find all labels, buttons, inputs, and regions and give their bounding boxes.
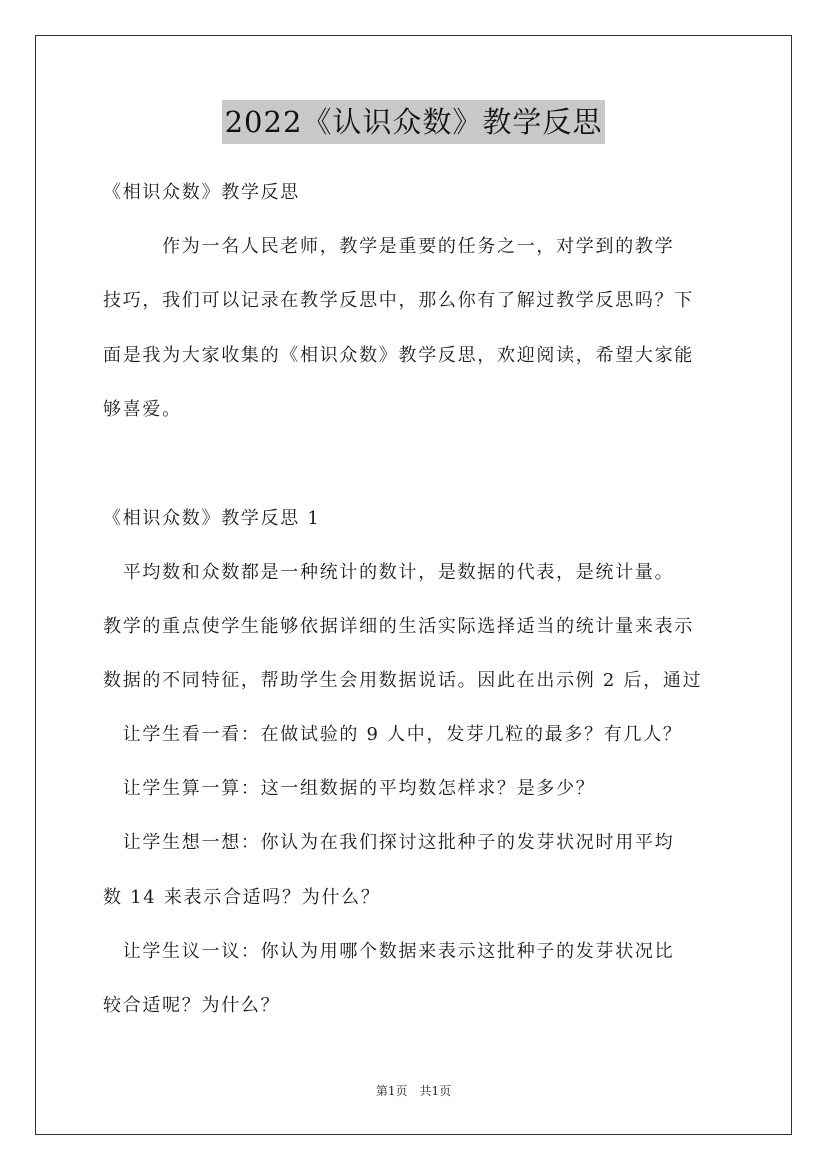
paragraph-line: 数据的不同特征，帮助学生会用数据说话。因此在出示例 2 后，通过 <box>103 670 703 691</box>
paragraph-line: 较合适呢？为什么？ <box>103 995 281 1016</box>
paragraph-line: 让学生想一想：你认为在我们探讨这批种子的发芽状况时用平均 <box>103 832 675 853</box>
paragraph-line: 教学的重点使学生能够依据详细的生活实际选择适当的统计量来表示 <box>103 616 694 637</box>
page-footer: 第1页 共1页 <box>375 1084 452 1098</box>
section-heading-1: 《相识众数》教学反思 1 <box>103 508 321 529</box>
paragraph-line: 数 14 来表示合适吗？为什么？ <box>103 887 381 908</box>
paragraph-line: 面是我为大家收集的《相识众数》教学反思，欢迎阅读，希望大家能 <box>103 345 694 366</box>
paragraph-line: 让学生看一看：在做试验的 9 人中，发芽几粒的最多？有几人？ <box>103 724 683 745</box>
paragraph-line: 让学生议一议：你认为用哪个数据来表示这批种子的发芽状况比 <box>103 941 675 962</box>
document-title: 2022《认识众数》教学反思 <box>222 100 606 144</box>
paragraph-line: 平均数和众数都是一种统计的数计，是数据的代表，是统计量。 <box>103 562 675 583</box>
paragraph-line: 作为一名人民老师，教学是重要的任务之一，对学到的教学 <box>103 236 675 257</box>
paragraph-line: 技巧，我们可以记录在教学反思中，那么你有了解过教学反思吗？下 <box>103 290 694 311</box>
section-heading-intro: 《相识众数》教学反思 <box>103 182 300 203</box>
paragraph-line: 够喜爱。 <box>103 399 182 420</box>
paragraph-line: 让学生算一算：这一组数据的平均数怎样求？是多少？ <box>103 778 596 799</box>
title-container <box>0 100 827 144</box>
